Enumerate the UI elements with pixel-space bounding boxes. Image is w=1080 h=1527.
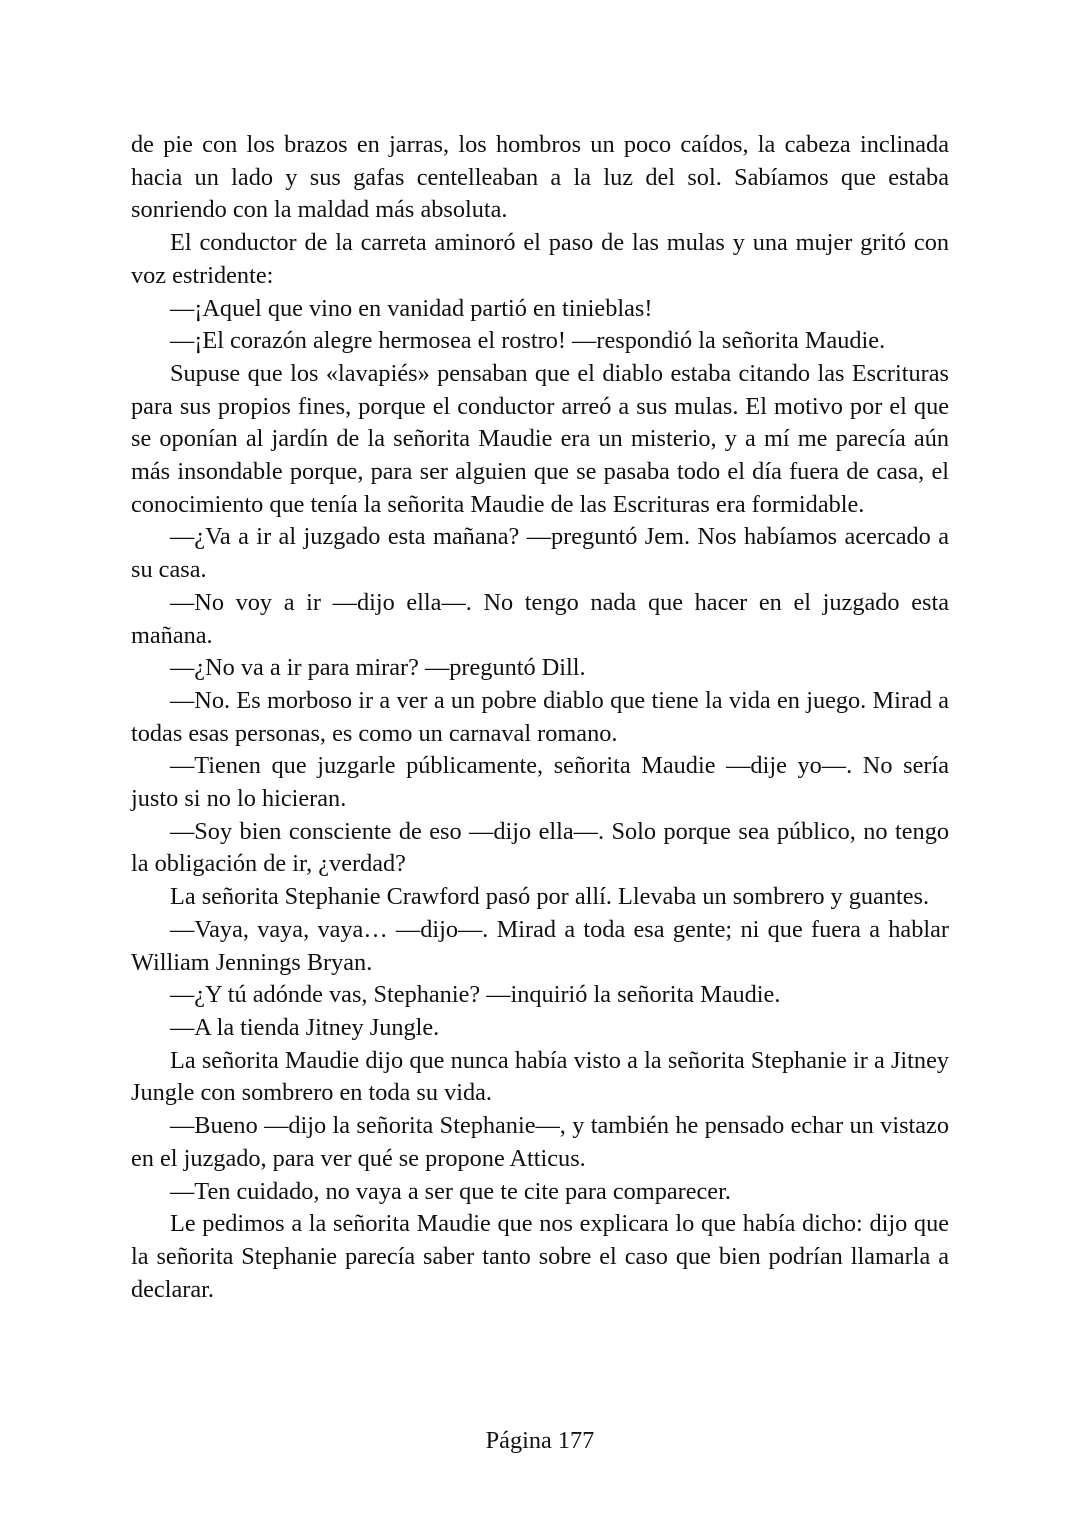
paragraph: —No voy a ir —dijo ella—. No tengo nada que hacer en el juzgado esta mañana.	[131, 588, 949, 649]
paragraph: —¡El corazón alegre hermosea el rostro! —respondió la señorita Maudie.	[170, 327, 886, 355]
page-body-text	[131, 129, 949, 1306]
paragraph: —¿Va a ir al juzgado esta mañana? —preguntó Jem. Nos habíamos acercado a su casa.	[131, 523, 949, 584]
paragraph: —Ten cuidado, no vaya a ser que te cite para comparecer.	[170, 1177, 731, 1205]
paragraph: —¿Y tú adónde vas, Stephanie? —inquirió la señorita Maudie.	[170, 981, 781, 1009]
paragraph: Le pedimos a la señorita Maudie que nos explicara lo que había dicho: dijo que la señorita Stephanie parecía saber tanto sobre el caso que bien podrían llamarla a declarar.	[131, 1210, 949, 1303]
paragraph: La señorita Stephanie Crawford pasó por allí. Llevaba un sombrero y guantes.	[170, 883, 930, 911]
paragraph: —Tienen que juzgarle públicamente, señorita Maudie —dije yo—. No sería justo si no lo hicieran.	[131, 752, 949, 813]
paragraph: —¡Aquel que vino en vanidad partió en tinieblas!	[170, 294, 653, 322]
paragraph: —Soy bien consciente de eso —dijo ella—. Solo porque sea público, no tengo la obligación de ir, ¿verdad?	[131, 817, 949, 878]
paragraph: de pie con los brazos en jarras, los hombros un poco caídos, la cabeza inclinada hacia un lado y sus gafas centelleaban a la luz del sol. Sabíamos que estaba sonriendo con la maldad más absoluta.	[131, 131, 949, 224]
paragraph: —Vaya, vaya, vaya… —dijo—. Mirad a toda esa gente; ni que fuera a hablar William Jennings Bryan.	[131, 915, 949, 976]
paragraph: —A la tienda Jitney Jungle.	[170, 1013, 440, 1041]
paragraph: El conductor de la carreta aminoró el paso de las mulas y una mujer gritó con voz estridente:	[131, 229, 949, 289]
page-number: Página 177	[485, 1427, 595, 1454]
paragraph: —No. Es morboso ir a ver a un pobre diablo que tiene la vida en juego. Mirad a todas esas personas, es como un carnaval romano.	[131, 686, 949, 747]
paragraph: Supuse que los «lavapiés» pensaban que el diablo estaba citando las Escrituras para sus propios fines, porque el conductor arreó a sus mulas. El motivo por el que se oponían al jardín de la señorita Maudie era un misterio, y a mí me parecía aún más insondable porque, para ser alguien que se pasaba todo el día fuera de casa, el conocimiento que tenía la señorita Maudie de las Escrituras era formidable.	[131, 359, 949, 518]
paragraph: —¿No va a ir para mirar? —preguntó Dill.	[170, 654, 586, 682]
paragraph: La señorita Maudie dijo que nunca había visto a la señorita Stephanie ir a Jitney Jungle con sombrero en toda su vida.	[131, 1046, 949, 1107]
paragraph: —Bueno —dijo la señorita Stephanie—, y también he pensado echar un vistazo en el juzgado, para ver qué se propone Atticus.	[131, 1112, 949, 1172]
